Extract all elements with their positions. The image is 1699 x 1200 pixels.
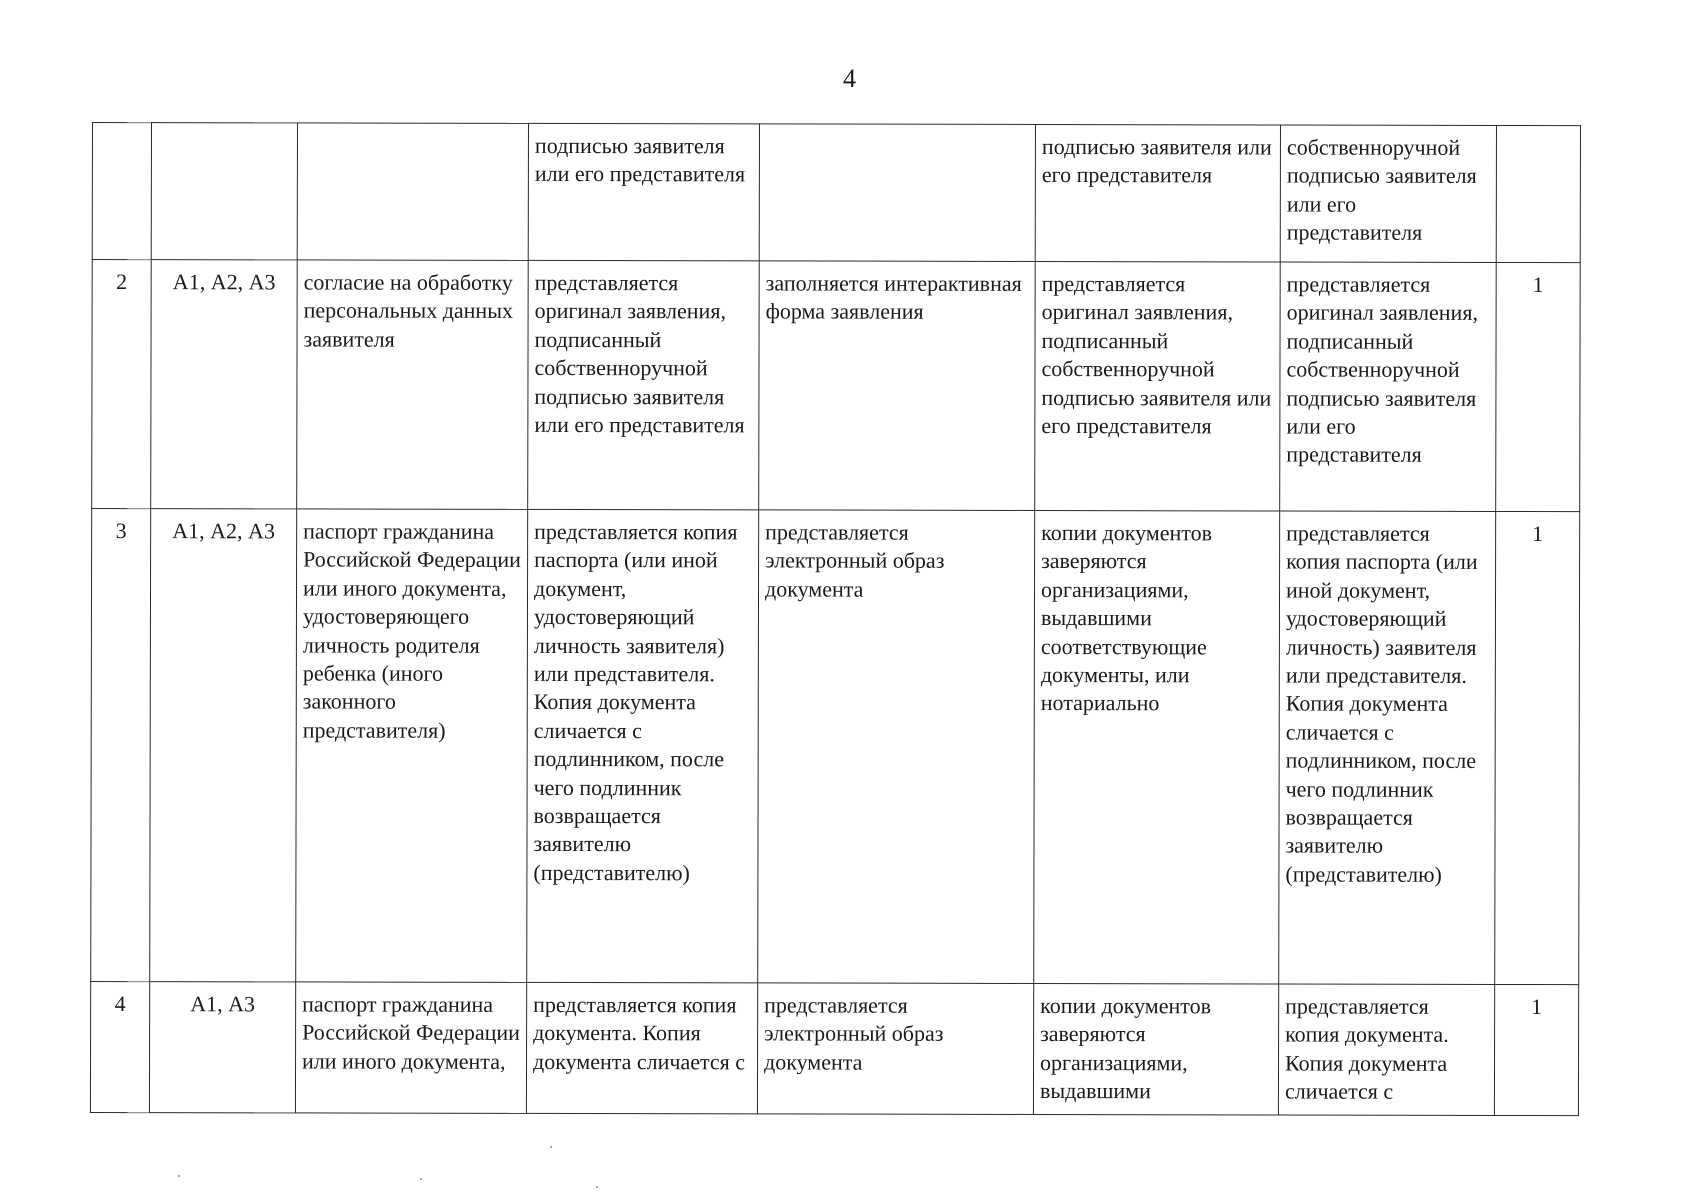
applicant-categories-cell: А1, А2, А3 xyxy=(151,260,298,509)
table-row xyxy=(92,260,1581,512)
paper-submission-cell: подписью заявителя или его представителя xyxy=(528,123,759,260)
document-name-cell: согласие на обработку персональных данных заявителя xyxy=(297,260,529,509)
electronic-submission-cell: представляется электронный образ документа xyxy=(757,983,1033,1115)
applicant-categories-cell: А1, А2, А3 xyxy=(150,509,297,982)
scan-speck xyxy=(420,1178,422,1180)
table-row xyxy=(90,981,1578,1115)
applicant-categories-cell xyxy=(151,123,297,260)
electronic-submission-cell: заполняется интерактивная форма заявления xyxy=(759,261,1036,511)
mfc-submission-cell: представляется оригинал заявления, подписанный собственноручной подписью заявителя или его представителя xyxy=(1280,262,1497,511)
document-name-cell xyxy=(297,123,528,260)
copies-count-cell: 1 xyxy=(1495,511,1580,984)
page-number: 4 xyxy=(843,64,856,93)
scan-speck xyxy=(596,1186,598,1188)
table-row xyxy=(92,123,1580,263)
mfc-submission-cell: представляется копия паспорта (или иной документ, удостоверяющий личность) заявителя или представителя. Копия документа сличается с подлинником, после чего подлинник возвращается заявителю (представителю) xyxy=(1279,511,1496,984)
electronic-submission-cell xyxy=(759,124,1035,262)
scan-speck xyxy=(550,1146,552,1148)
copies-count-cell xyxy=(1496,125,1580,262)
document-name-cell: паспорт гражданина Российской Федерации или иного документа, удостоверяющего личность родителя ребенка (иного законного представителя) xyxy=(296,509,528,982)
paper-submission-cell: представляется копия документа. Копия документа сличается с xyxy=(526,982,757,1113)
copies-count-cell: 1 xyxy=(1494,984,1578,1115)
row-number-cell xyxy=(92,123,151,260)
electronic-submission-cell: представляется электронный образ документа xyxy=(758,510,1035,984)
mfc-submission-cell: представляется копия документа. Копия документа сличается с xyxy=(1278,984,1494,1115)
paper-submission-cell: представляется оригинал заявления, подписанный собственноручной подписью заявителя или его представителя xyxy=(528,260,760,509)
document-name-cell: паспорт гражданина Российской Федерации или иного документа, xyxy=(295,982,526,1113)
row-number-cell: 4 xyxy=(90,981,149,1112)
copies-count-cell: 1 xyxy=(1496,262,1581,511)
mfc-submission-cell: собственноручной подписью заявителя или его представителя xyxy=(1280,125,1496,262)
certification-cell: копии документов заверяются организациями, выдавшими xyxy=(1033,983,1278,1115)
certification-cell: представляется оригинал заявления, подписанный собственноручной подписью заявителя или его представителя xyxy=(1035,261,1281,511)
certification-cell: подписью заявителя или его представителя xyxy=(1035,124,1280,262)
documents-table xyxy=(90,122,1581,1116)
row-number-cell: 2 xyxy=(92,260,152,509)
paper-submission-cell: представляется копия паспорта (или иной документ, удостоверяющий личность заявителя) или представителя. Копия документа сличается с подлинником, после чего подлинник возвращается заявителю (представителю) xyxy=(527,509,759,982)
certification-cell: копии документов заверяются организациями, выдавшими соответствующие документы, или нотариально xyxy=(1034,510,1280,984)
scan-speck xyxy=(178,1175,180,1177)
row-number-cell: 3 xyxy=(91,509,151,982)
table-row xyxy=(91,509,1580,985)
applicant-categories-cell: А1, А3 xyxy=(149,982,295,1113)
